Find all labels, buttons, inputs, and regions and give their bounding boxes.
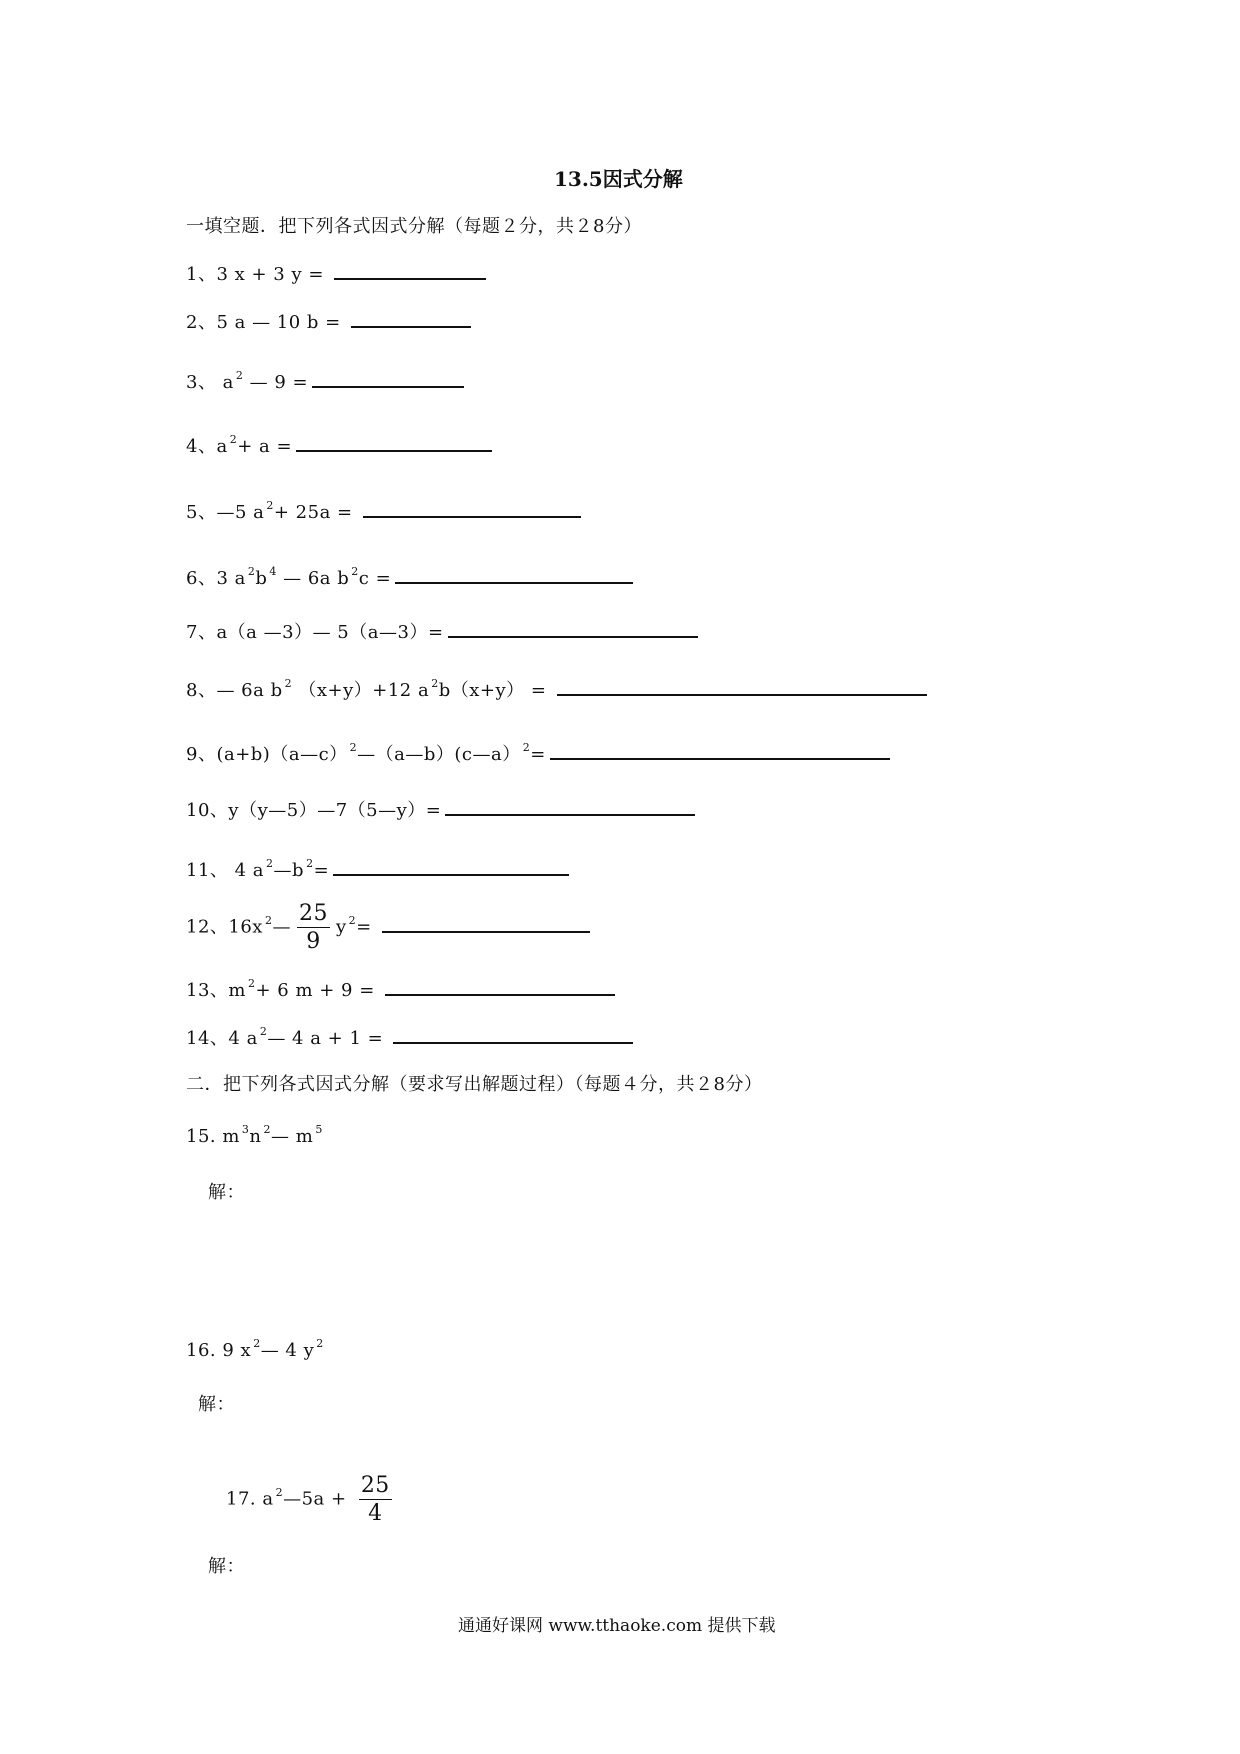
question-16: 16. 9 x $^2$— 4 y $^2$ (186, 1337, 324, 1361)
question-11: 11、 4 a $^2$—b $^2$= (186, 856, 569, 882)
fraction-25-over-4: $\frac{25}{4}$ (360, 1473, 390, 1527)
answer-label-15: 解： (208, 1182, 245, 1203)
footer-source: 通通好课网 www.tthaoke.com 提供下载 (458, 1616, 776, 1636)
question-14: 14、4 a $^2$— 4 a + 1 = (186, 1024, 633, 1050)
question-12: 12、16x $^2$— $\frac{25}{9}$ y $^2$= (186, 902, 590, 953)
answer-blank-7[interactable] (448, 618, 698, 638)
answer-blank-14[interactable] (393, 1024, 633, 1044)
answer-blank-13[interactable] (385, 976, 615, 996)
question-4: 4、a $^2$+ a = (186, 432, 492, 458)
answer-blank-2[interactable] (351, 308, 471, 328)
question-10: 10、y（y—5）—7（5—y）= (186, 796, 695, 822)
answer-label-17: 解： (208, 1556, 245, 1577)
fraction-25-over-9: $\frac{25}{9}$ (298, 901, 328, 955)
answer-blank-9[interactable] (550, 740, 890, 760)
question-3: 3、 a $^2$ — 9 = (186, 368, 464, 394)
section-2-heading: 二．把下列各式因式分解（要求写出解题过程）（每题４分，共２8分） (186, 1074, 763, 1095)
page-title: 13.5因式分解 (554, 167, 683, 191)
answer-label-16: 解： (198, 1394, 235, 1415)
question-1: 1、3 x + 3 y = (186, 260, 486, 286)
question-6: 6、3 a $^2$b $^4$ — 6a b $^2$c = (186, 564, 633, 590)
question-8: 8、— 6a b $^2$ （x+y）+12 a $^2$b（x+y） = (186, 676, 927, 702)
answer-blank-6[interactable] (395, 564, 633, 584)
answer-blank-11[interactable] (333, 856, 569, 876)
question-7: 7、a（a —3）— 5（a—3）= (186, 618, 698, 644)
question-15: 15. m $^3$n $^2$— m $^5$ (186, 1123, 323, 1147)
answer-blank-12[interactable] (382, 913, 590, 933)
question-9: 9、(a+b)（a—c） $^2$—（a—b）(c—a） $^2$= (186, 740, 890, 766)
section-1-heading: 一填空题．把下列各式因式分解（每题２分，共２8分） (186, 216, 642, 237)
answer-blank-3[interactable] (312, 368, 464, 388)
answer-blank-1[interactable] (334, 260, 486, 280)
answer-blank-4[interactable] (296, 432, 492, 452)
answer-blank-5[interactable] (363, 498, 581, 518)
answer-blank-10[interactable] (445, 796, 695, 816)
question-17: 17. a $^2$—5a + $\frac{25}{4}$ (226, 1473, 390, 1527)
question-5: 5、—5 a $^2$+ 25a = (186, 498, 581, 524)
answer-blank-8[interactable] (557, 676, 927, 696)
question-2: 2、5 a — 10 b = (186, 308, 471, 334)
question-13: 13、m $^2$+ 6 m + 9 = (186, 976, 615, 1002)
